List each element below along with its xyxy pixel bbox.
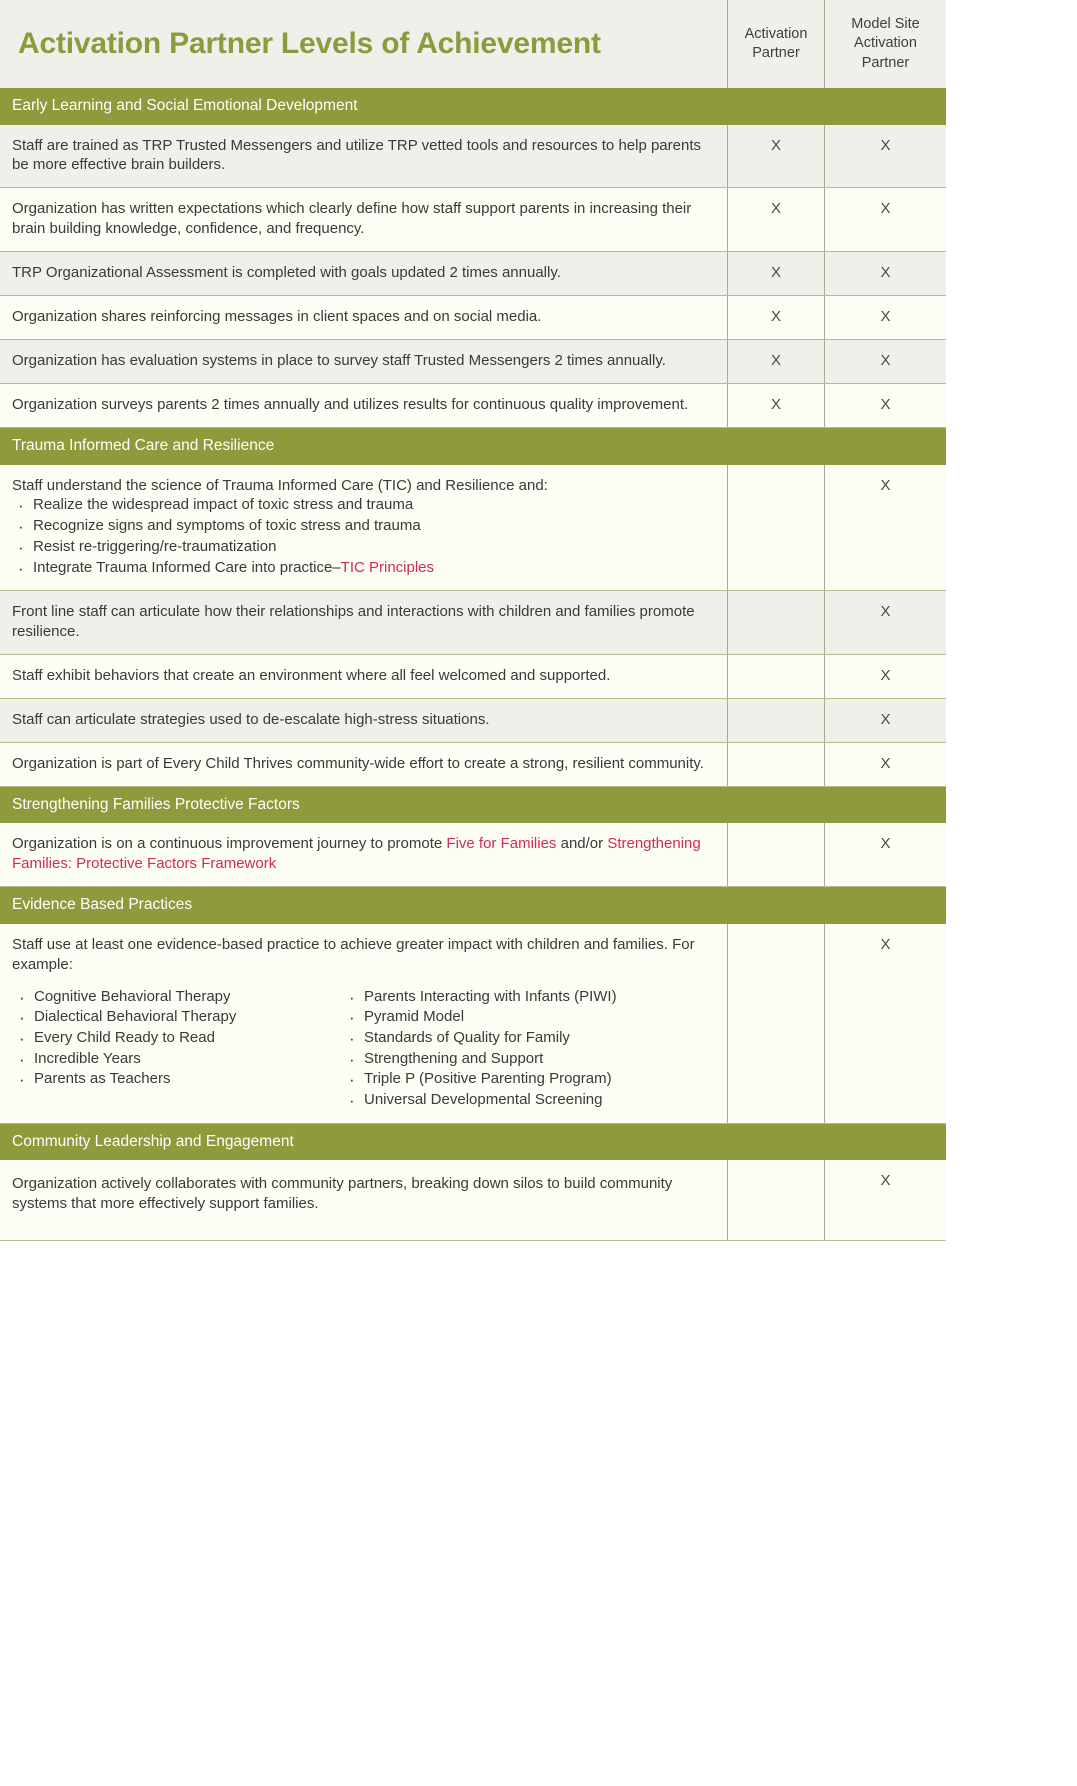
list-item: · Incredible Years — [12, 1049, 342, 1070]
strengthening-families-framework-link[interactable]: Strengthening Families: Protective Factors Framework — [12, 835, 701, 873]
row-mark-activation-partner — [727, 743, 824, 786]
page-title-cell — [0, 0, 727, 88]
row-mark-model-site: X — [824, 296, 946, 339]
column-header-model-site-activation-partner — [824, 0, 946, 88]
row-mark-activation-partner — [727, 924, 824, 1123]
row-requirement-text: TRP Organizational Assessment is completed with goals updated 2 times annually. — [12, 264, 561, 282]
column-header-line3: Partner — [861, 54, 910, 71]
row-requirement-text: Organization has evaluation systems in place to survey staff Trusted Messengers 2 times annually. — [12, 352, 666, 370]
row-mark-model-site: X — [824, 924, 946, 1123]
row-bullet-list — [12, 495, 713, 578]
table-row — [0, 591, 946, 655]
row-mark-model-site: X — [824, 465, 946, 591]
evidence-practice-columns — [12, 987, 713, 1111]
row-mark-activation-partner — [727, 655, 824, 698]
row-mark-model-site: X — [824, 340, 946, 383]
row-requirement-text: Staff can articulate strategies used to de-escalate high-stress situations. — [12, 711, 490, 728]
row-requirement-text: Organization is part of Every Child Thrives community-wide effort to create a strong, resilient community. — [12, 754, 704, 772]
row-requirement-text: Staff exhibit behaviors that create an environment where all feel welcomed and supported. — [12, 667, 611, 685]
list-item: · Pyramid Model — [342, 1007, 713, 1028]
section-header-early-learning: Early Learning and Social Emotional Development — [0, 88, 946, 125]
row-mark-model-site: X — [824, 188, 946, 251]
list-item: · Dialectical Behavioral Therapy — [12, 1007, 342, 1028]
row-requirement-text: Front line staff can articulate how their relationships and interactions with children and families promote resilience. — [12, 603, 695, 641]
row-requirement-text: Organization surveys parents 2 times annually and utilizes results for continuous quality improvement. — [12, 396, 689, 414]
row-mark-activation-partner — [727, 823, 824, 886]
list-item: · Every Child Ready to Read — [12, 1028, 342, 1049]
table-row — [0, 188, 946, 252]
table-header-row — [0, 0, 946, 88]
evidence-practice-column-left — [12, 987, 342, 1111]
list-item: · Standards of Quality for Family — [342, 1028, 713, 1049]
table-row — [0, 340, 946, 384]
list-item: · Triple P (Positive Parenting Program) — [342, 1069, 713, 1090]
list-item-with-link — [12, 558, 713, 579]
section-header-evidence-based-practices: Evidence Based Practices — [0, 887, 946, 924]
row-mark-activation-partner — [727, 1160, 824, 1240]
list-item: · Parents Interacting with Infants (PIWI) — [342, 987, 713, 1008]
row-mark-activation-partner: X — [727, 125, 824, 188]
row-mark-model-site: X — [824, 1160, 946, 1240]
row-requirement-text: Organization has written expectations which clearly define how staff support parents in increasing their brain building knowledge, confidence, and frequency. — [12, 200, 692, 238]
row-requirement-text: Staff are trained as TRP Trusted Messengers and utilize TRP vetted tools and resources to help parents be more effective brain builders. — [12, 136, 701, 174]
table-row — [0, 655, 946, 699]
row-mark-activation-partner: X — [727, 252, 824, 295]
list-item: · Cognitive Behavioral Therapy — [12, 987, 342, 1008]
row-mark-model-site: X — [824, 125, 946, 188]
row-requirement-text — [0, 465, 727, 591]
list-item: · Recognize signs and symptoms of toxic stress and trauma — [12, 516, 713, 537]
row-requirement-text — [0, 823, 727, 886]
row-mark-model-site: X — [824, 743, 946, 786]
column-header-line1: Model Site — [851, 16, 920, 33]
page-title: Activation Partner Levels of Achievement — [18, 26, 601, 60]
row-bullet-list — [342, 987, 713, 1111]
list-item: · Resist re-triggering/re-traumatization — [12, 537, 713, 558]
column-header-activation-partner — [727, 0, 824, 88]
list-item-label: Integrate Trauma Informed Care into practice– — [33, 558, 341, 576]
column-header-line2: Partner — [752, 45, 800, 61]
five-for-families-link[interactable]: Five for Families — [446, 835, 557, 853]
section-header-trauma-informed-care: Trauma Informed Care and Resilience — [0, 428, 946, 465]
row-mark-model-site: X — [824, 591, 946, 654]
column-header-line2: Activation — [854, 35, 917, 52]
row-mark-activation-partner: X — [727, 340, 824, 383]
table-row — [0, 252, 946, 296]
row-mark-activation-partner — [727, 591, 824, 654]
row-mark-model-site: X — [824, 699, 946, 742]
column-header-line1: Activation — [744, 25, 808, 42]
table-row — [0, 743, 946, 787]
evidence-practice-column-right — [342, 987, 713, 1111]
table-row — [0, 699, 946, 743]
row-mark-activation-partner — [727, 699, 824, 742]
table-row — [0, 823, 946, 887]
row-lead-text: Staff understand the science of Trauma Informed Care (TIC) and Resilience and: — [12, 476, 548, 494]
row-mark-activation-partner: X — [727, 296, 824, 339]
list-item: · Universal Developmental Screening — [342, 1090, 713, 1111]
row-requirement-text: Organization shares reinforcing messages in client spaces and on social media. — [12, 308, 542, 326]
row-lead-text: Staff use at least one evidence-based practice to achieve greater impact with children and families. For example: — [12, 935, 695, 973]
row-mark-activation-partner: X — [727, 384, 824, 427]
section-header-strengthening-families: Strengthening Families Protective Factors — [0, 787, 946, 824]
row-text-mid: and/or — [556, 835, 608, 853]
list-item-continuation: · Strengthening and Support — [342, 1049, 713, 1070]
row-text-prefix: Organization is on a continuous improvement journey to promote — [12, 835, 447, 853]
list-item: · Realize the widespread impact of toxic stress and trauma — [12, 495, 713, 516]
row-mark-activation-partner — [727, 465, 824, 591]
table-row — [0, 924, 946, 1124]
row-mark-activation-partner: X — [727, 188, 824, 251]
row-mark-model-site: X — [824, 823, 946, 886]
tic-principles-link[interactable]: TIC Principles — [340, 558, 435, 576]
table-row — [0, 1160, 946, 1241]
row-requirement-text — [0, 924, 727, 1123]
table-row — [0, 125, 946, 189]
row-bullet-list — [12, 987, 342, 1090]
table-row — [0, 384, 946, 428]
section-header-community-leadership: Community Leadership and Engagement — [0, 1124, 946, 1161]
row-mark-model-site: X — [824, 384, 946, 427]
table-row — [0, 465, 946, 592]
row-requirement-text: Organization actively collaborates with community partners, breaking down silos to build community systems that more effectively support families. — [12, 1175, 673, 1213]
row-mark-model-site: X — [824, 252, 946, 295]
row-mark-model-site: X — [824, 655, 946, 698]
list-item: · Parents as Teachers — [12, 1069, 342, 1090]
table-row — [0, 296, 946, 340]
